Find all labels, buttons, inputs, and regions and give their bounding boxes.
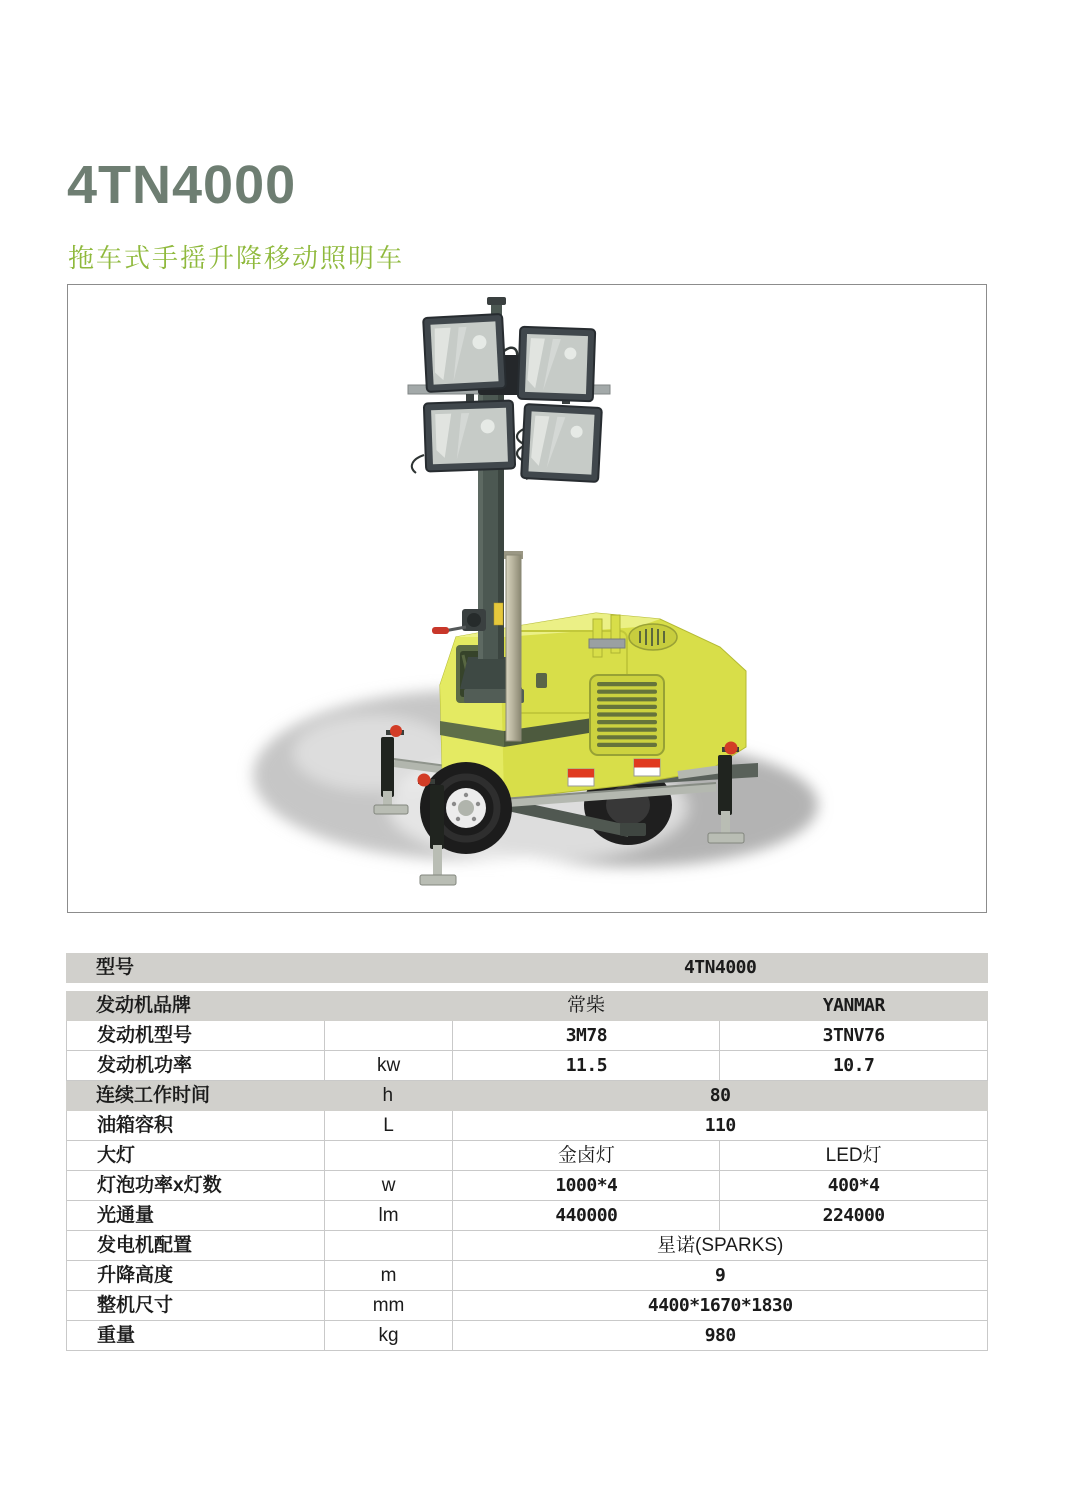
hand-winch [432,609,486,634]
table-row-fuel-tank [66,1111,988,1141]
row-value-2: LED灯 [719,1141,987,1170]
row-value: 4TN4000 [683,957,757,978]
row-value: 9 [452,1261,987,1290]
floodlight-bottom-right [521,404,602,482]
row-value: 4400*1670*1830 [452,1291,987,1320]
table-row-model [66,953,988,983]
row-value-1: 1000*4 [452,1171,719,1200]
row-value-1: 常柴 [566,995,605,1016]
row-label: 连续工作时间 [96,1085,211,1106]
row-label: 发电机配置 [97,1235,193,1256]
row-value-1: 金卤灯 [452,1141,719,1170]
row-value: 110 [452,1111,987,1140]
row-value-2: 10.7 [719,1051,987,1080]
table-row-work-time [66,1081,988,1111]
floodlight-top-right [518,327,595,402]
row-value-2: 3TNV76 [719,1021,987,1050]
row-unit: kw [324,1051,453,1080]
table-row-engine-brand [66,991,988,1021]
row-label: 油箱容积 [97,1115,174,1136]
row-value-1: 440000 [452,1201,719,1230]
row-label: 大灯 [97,1145,136,1166]
page-subtitle: 拖车式手摇升降移动照明车 [68,243,405,273]
row-value: 980 [452,1321,987,1350]
product-photo-frame [67,284,987,913]
table-row-lift-height [66,1261,988,1291]
table-row-engine-model [66,1021,988,1051]
row-label: 发动机型号 [97,1025,193,1046]
intake-dome [629,624,677,650]
table-row-dimensions [66,1291,988,1321]
row-value-1: 3M78 [452,1021,719,1050]
row-unit: mm [324,1291,453,1320]
row-label: 发动机品牌 [96,995,192,1016]
row-unit: lm [324,1201,453,1230]
row-label: 升降高度 [97,1265,174,1286]
table-row-engine-power [66,1051,988,1081]
row-value-2: YANMAR [822,995,885,1016]
row-label: 发动机功率 [97,1055,193,1076]
row-value-1: 11.5 [452,1051,719,1080]
row-unit: L [324,1111,453,1140]
row-unit: kg [324,1321,453,1350]
row-label: 灯泡功率x灯数 [97,1175,222,1196]
row-unit [324,1231,453,1260]
row-value: 星诺(SPARKS) [452,1231,987,1260]
row-label: 型号 [96,957,135,978]
floodlight-bottom-left [424,400,515,471]
row-unit: w [324,1171,453,1200]
row-value-2: 224000 [719,1201,987,1230]
row-label: 整机尺寸 [97,1295,174,1316]
vent-grille [590,675,664,755]
table-row-lamp-type [66,1141,988,1171]
row-unit [324,1141,453,1170]
row-unit: m [324,1261,453,1290]
row-value: 80 [709,1085,731,1106]
floodlight-top-left [423,314,506,392]
table-row-luminous-flux [66,1201,988,1231]
row-label: 重量 [97,1325,136,1346]
product-photo [68,285,986,912]
table-row-weight [66,1321,988,1351]
spec-table [66,953,988,1351]
page-title: 4TN4000 [67,155,297,215]
table-row-generator [66,1231,988,1261]
row-unit [324,1021,453,1050]
row-label: 光通量 [97,1205,155,1226]
table-row-lamp-power [66,1171,988,1201]
row-value-2: 400*4 [719,1171,987,1200]
row-unit: h [382,1085,394,1106]
